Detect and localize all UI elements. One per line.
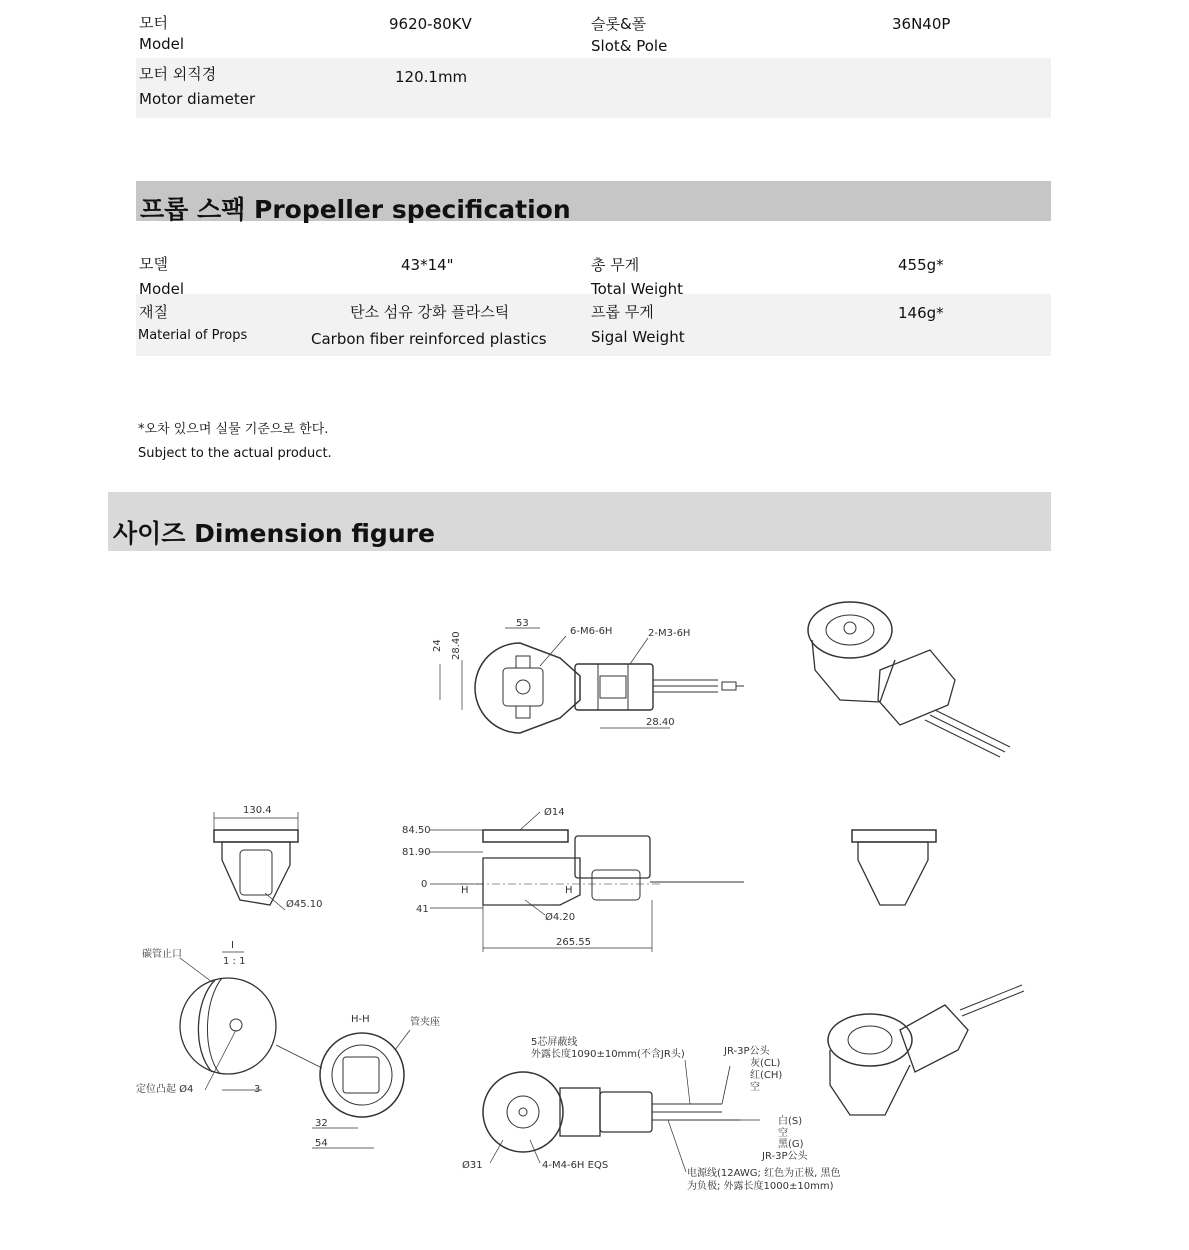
label-side-26555: 265.55 [556,937,591,948]
section-outer [320,1033,404,1117]
iso-top-cable-2 [925,720,1000,757]
iso-bottom-disc-inner [848,1026,892,1054]
iso-top-disc [808,602,892,658]
front-view [214,812,298,910]
material-value-en: Carbon fiber reinforced plastics [311,330,547,348]
label-wire-black: 黑(G) [778,1139,804,1150]
section-view [312,1030,410,1148]
iso-bottom-esc [900,1005,968,1072]
label-wire-grey: 灰(CL) [750,1058,781,1069]
front-view-window [240,850,272,895]
label-detail-scale: 1 : 1 [223,956,246,967]
prop-model-label-en: Model [139,280,185,298]
label-top-53: 53 [516,618,529,629]
front-view-disc [214,830,298,842]
rear-view [852,830,936,905]
label-side-h2: H [565,885,573,896]
prop-weight-label-ko: 프롭 무게 [591,303,654,321]
label-jr-bottom: JR-3P公头 [762,1151,808,1162]
label-power-line2: 为负极; 外露长度1000±10mm) [687,1181,834,1192]
note-error-en: Subject to the actual product. [138,446,332,461]
top-view-center [516,680,530,694]
prop-weight-label-en: Sigal Weight [591,328,685,346]
total-weight-label-ko: 총 무게 [591,256,640,274]
top-view-plug [722,682,736,690]
prop-model-label-ko: 모델 [139,255,168,273]
motor-model-label-en: Model [139,35,185,53]
detail-profile-2 [207,978,222,1074]
motor-diameter-value: 120.1mm [395,68,468,86]
label-detail-mark: I [231,940,234,951]
label-top-24: 24 [432,639,443,652]
note-error-ko: *오차 있으며 실물 기준으로 한다. [138,422,329,437]
detail-leader-pin [205,1030,236,1090]
motor-diameter-label-ko-text: 모터 외직경 [139,65,217,83]
label-wire-empty2: 空 [778,1128,788,1139]
section-core [343,1057,379,1093]
iso-view-bottom [828,985,1024,1115]
slot-pole-label-en: Slot& Pole [591,37,668,55]
label-side-8450: 84.50 [402,825,431,836]
label-side-0: 0 [421,879,428,890]
motor-model-value: 9620-80KV [389,15,472,33]
detail-link [276,1045,322,1068]
label-section-32: 32 [315,1118,328,1129]
bottom-power-leader [668,1120,686,1172]
label-section-54: 54 [315,1138,328,1149]
top-view-boss-bottom [516,706,530,718]
label-top-2840h: 28.40 [646,717,675,728]
label-jr-top: JR-3P公头 [724,1046,770,1057]
label-side-420: Ø4.20 [545,912,576,923]
side-view-body [483,858,580,905]
top-view-boss-top [516,656,530,668]
propeller-section-title: 프롭 스팩 Propeller specification [140,195,571,224]
rear-view-disc [852,830,936,842]
top-view-hub [503,668,543,706]
top-leader-holes [540,636,566,666]
label-side-14: Ø14 [544,807,565,818]
side-view-disc [483,830,568,842]
section-leader-clamp [395,1030,410,1050]
label-section-hh: H-H [351,1014,370,1025]
bottom-center [519,1108,527,1116]
side-view [430,812,744,952]
side-view-esc-lower [592,870,640,900]
motor-diameter-label-en: Motor diameter [139,90,256,108]
prop-weight-value: 146g* [898,304,944,322]
detail-pin [230,1019,242,1031]
label-top-holes2: 2-M3-6H [648,628,691,639]
bottom-disc-inner [507,1096,539,1128]
total-weight-value: 455g* [898,256,944,274]
top-view [440,628,744,733]
bottom-shield-leader [685,1060,690,1104]
material-value-ko: 탄소 섬유 강화 플라스틱 [350,303,510,321]
bottom-leader-31 [490,1140,503,1163]
detail-leader-tube [180,958,212,982]
iso-top-body [812,640,895,702]
label-base-holes: 4-M4-6H EQS [542,1160,609,1171]
material-label-ko: 재질 [139,303,168,321]
label-wire-white: 白(S) [778,1116,803,1127]
label-detail-tube: 碳管止口 [142,949,182,960]
label-wire-red: 红(CH) [750,1070,783,1081]
label-wire-empty1: 空 [750,1082,760,1093]
top-view-esc-connector [600,676,626,698]
label-front-1304: 130.4 [243,805,272,816]
front-view-body [222,842,290,905]
label-side-8190: 81.90 [402,847,431,858]
label-front-4510: Ø45.10 [286,899,323,910]
total-weight-label-en: Total Weight [591,280,684,298]
iso-top-disc-inner [826,615,874,645]
dimension-section-title: 사이즈 Dimension figure [113,519,435,548]
iso-bottom-cable-1 [960,985,1022,1010]
bottom-jr-lead [722,1066,730,1104]
material-label-en: Material of Props [138,328,248,343]
detail-view [180,952,322,1090]
label-top-holes: 6-M6-6H [570,626,613,637]
label-cable-length: 外露长度1090±10mm(不含JR头) [531,1049,685,1060]
label-detail-pin: 定位凸起 Ø4 [136,1084,194,1095]
detail-profile [198,980,215,1072]
bottom-esc [600,1092,652,1132]
iso-top-cable-1 [930,715,1005,752]
side-view-esc [575,836,650,878]
side-leader-14 [520,812,540,830]
iso-top-hub [844,622,856,634]
prop-model-value: 43*14" [401,256,454,274]
side-leader-420 [525,900,545,915]
slot-pole-label-ko: 슬롯&폴 [591,15,647,33]
iso-top-cable-3 [935,710,1010,747]
label-cable-shield: 5芯屏蔽线 [531,1037,578,1048]
iso-bottom-cable-2 [962,991,1024,1016]
rear-view-body [858,842,928,905]
section-inner [332,1045,392,1105]
label-section-clamp: 管夹座 [410,1017,440,1028]
label-detail-3: 3 [254,1084,261,1095]
label-top-2840v: 28.40 [451,631,462,660]
label-base-31: Ø31 [462,1160,483,1171]
motor-model-label-ko: 모터 [139,14,168,32]
top-leader-holes2 [630,638,648,664]
iso-bottom-disc [828,1014,912,1066]
top-view-esc-box [575,664,653,710]
bottom-body [560,1088,600,1136]
bottom-view [483,1060,760,1172]
detail-circle [180,978,276,1074]
bottom-disc [483,1072,563,1152]
iso-view-top [808,602,1010,757]
label-side-h1: H [461,885,469,896]
label-side-41: 41 [416,904,429,915]
label-power-line1: 电源线(12AWG; 红色为正极, 黑色 [687,1168,841,1179]
slot-pole-value: 36N40P [892,15,951,33]
